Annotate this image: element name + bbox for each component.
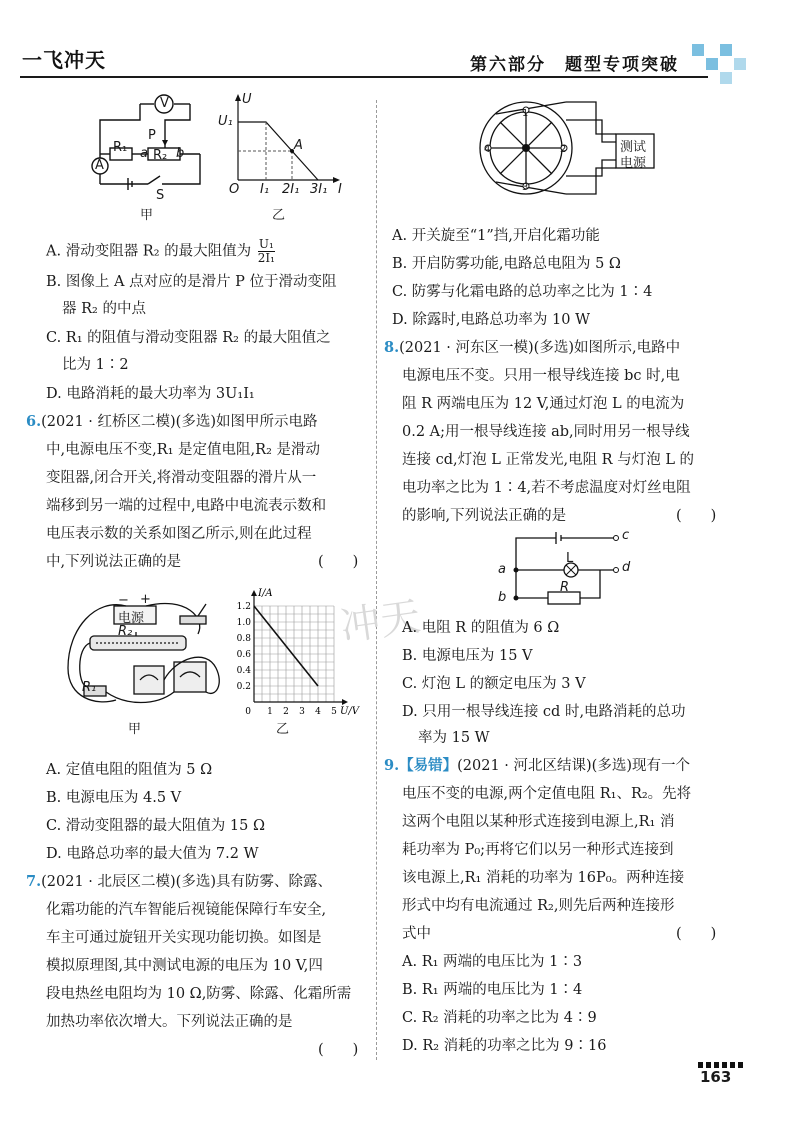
watermark: 冲天 (337, 593, 424, 651)
q8-option-d-line2: 率为 15 W (418, 730, 490, 746)
chart-y-tick-label: 0.6 (236, 650, 251, 660)
q6-stem-line6: 中,下列说法正确的是 (46, 554, 182, 570)
q5-b-label: b (176, 146, 185, 161)
q5-ammeter-label: A (95, 158, 104, 173)
chart-y-axis-label: I/A (258, 588, 273, 599)
q7-option-a: A. 开关旋至“1”挡,开启化霜功能 (392, 228, 600, 244)
q7-stem-line5: 段电热丝电阻均为 10 Ω,防雾、除露、化霜所需 (46, 986, 352, 1002)
q7-stem-line4: 模拟原理图,其中测试电源的电压为 10 V,四 (46, 958, 323, 974)
q9-option-b: B. R₁ 两端的电压比为 1∶4 (402, 982, 583, 998)
chart-y-tick-label: 1.2 (236, 602, 251, 612)
q5-graph-x-tick-1: I₁ (260, 182, 270, 197)
q5-graph-x-tick-2: 2I₁ (282, 182, 300, 197)
q8-stem-line4: 0.2 A;用一根导线连接 ab,同时用另一根导线 (402, 424, 690, 440)
q9-stem-line1: 9.【易错】(2021 · 河北区结课)(多选)现有一个 (384, 757, 690, 774)
q7-number: 7. (26, 873, 42, 890)
q6-power-source-label: 电源 (118, 611, 145, 626)
q5-ui-graph (226, 92, 346, 192)
q6-option-d: D. 电路总功率的最大值为 7.2 W (46, 846, 259, 862)
q7-test-source-label-1: 测试 (620, 140, 647, 155)
q6-stem-line5: 电压表示数的关系如图乙所示,则在此过程 (46, 526, 312, 542)
q6-plus-label: + (140, 592, 151, 607)
q6-stem-line1: 6.(2021 · 红桥区二模)(多选)如图甲所示电路 (26, 413, 318, 430)
q8-option-d-line1: D. 只用一根导线连接 cd 时,电路消耗的总功 (402, 704, 686, 720)
q9-option-d: D. R₂ 消耗的功率之比为 9∶16 (402, 1038, 607, 1054)
q7-position-4: 4 (484, 144, 491, 155)
q5-circuit-caption: 甲 (140, 208, 154, 223)
q5-option-a-denominator: 2I₁ (257, 251, 275, 265)
chart-y-tick-label: 0.2 (236, 682, 251, 692)
q5-option-d: D. 电路消耗的最大功率为 3U₁I₁ (46, 386, 255, 402)
chart-y-tick-label: 0.8 (236, 634, 251, 644)
q7-option-b: B. 开启防雾功能,电路总电阻为 5 Ω (392, 256, 621, 272)
q7-option-c: C. 防雾与化霜电路的总功率之比为 1∶4 (392, 284, 653, 300)
chart-x-tick-label: 2 (283, 707, 289, 717)
q6-stem-line2: 中,电源电压不变,R₁ 是定值电阻,R₂ 是滑动 (46, 442, 321, 458)
chart-x-axis-arrow (342, 699, 348, 705)
q9-stem-line4: 耗功率为 P₀;再将它们以另一种形式连接到 (402, 842, 674, 858)
q7-position-3: 3 (522, 182, 529, 193)
q7-stem-line1: 7.(2021 · 北辰区二模)(多选)具有防雾、除露、 (26, 873, 332, 890)
q7-test-source-label-2: 电源 (620, 156, 647, 171)
chart-x-tick-label: 1 (267, 707, 273, 717)
q8-stem-line5: 连接 cd,灯泡 L 正常发光,电阻 R 与灯泡 L 的 (402, 452, 695, 468)
q5-option-a: A. 滑动变阻器 R₂ 的最大阻值为 $\frac{\text{U₁}}{\text{2I₁}}$ (46, 237, 275, 265)
q9-option-c: C. R₂ 消耗的功率之比为 4∶9 (402, 1010, 597, 1026)
q5-option-b-line2: 器 R₂ 的中点 (62, 301, 146, 317)
q5-a-label: a (140, 146, 148, 161)
q5-r1-label: R₁ (113, 140, 128, 155)
q9-option-a: A. R₁ 两端的电压比为 1∶3 (402, 954, 583, 970)
chart-x-axis-label: U/V (340, 706, 360, 717)
section-title: 第六部分 题型专项突破 (470, 55, 679, 75)
q9-answer-paren: ( ) (676, 926, 717, 942)
q5-graph-x-tick-3: 3I₁ (310, 182, 328, 197)
q8-lamp-label: L (566, 551, 574, 566)
q8-terminal-a: a (498, 562, 506, 577)
q9-stem-line7: 式中 (402, 926, 431, 942)
q6-chart-caption: 乙 (276, 722, 290, 737)
q7-stem-line2: 化霜功能的汽车智能后视镜能保障行车安全, (46, 902, 327, 918)
q8-terminal-d: d (622, 560, 631, 575)
q5-graph-y-tick: U₁ (218, 114, 233, 129)
q8-terminal-c: c (622, 528, 630, 543)
q8-stem-line1: 8.(2021 · 河东区一模)(多选)如图所示,电路中 (384, 339, 681, 356)
q9-error-prone-tag: 【易错】 (399, 757, 458, 774)
q6-number: 6. (26, 413, 42, 430)
chart-x-tick-label: 5 (331, 707, 337, 717)
q8-option-a: A. 电阻 R 的阻值为 6 Ω (402, 620, 560, 636)
q5-graph-origin: O (229, 182, 240, 197)
q8-option-c: C. 灯泡 L 的额定电压为 3 V (402, 676, 586, 692)
q8-answer-paren: ( ) (676, 508, 717, 524)
q5-r2-label: R₂ (153, 148, 168, 163)
q8-option-b: B. 电源电压为 15 V (402, 648, 533, 664)
q9-number: 9. (384, 757, 400, 774)
q6-stem-line3: 变阻器,闭合开关,将滑动变阻器的滑片从一 (46, 470, 317, 486)
q6-answer-paren: ( ) (318, 554, 359, 570)
chart-origin-label: 0 (245, 707, 251, 717)
chart-x-tick-label: 4 (315, 707, 321, 717)
column-divider (376, 100, 377, 1060)
q7-position-2: 2 (560, 144, 567, 155)
q8-number: 8. (384, 339, 400, 356)
q5-option-c-line1: C. R₁ 的阻值与滑动变阻器 R₂ 的最大阻值之 (46, 330, 331, 346)
q6-option-c: C. 滑动变阻器的最大阻值为 15 Ω (46, 818, 265, 834)
q8-terminal-b: b (498, 590, 507, 605)
q5-voltmeter-label: V (160, 96, 169, 111)
q5-graph-caption: 乙 (272, 208, 286, 223)
q5-option-b-line1: B. 图像上 A 点对应的是滑片 P 位于滑动变阻 (46, 274, 337, 290)
q6-r1-label: R₁ (82, 680, 97, 695)
q9-stem-line5: 该电源上,R₁ 消耗的功率为 16P₀。两种连接 (402, 870, 685, 886)
q6-option-b: B. 电源电压为 4.5 V (46, 790, 182, 806)
q5-graph-y-axis: U (242, 92, 252, 107)
q7-position-1: 1 (522, 108, 529, 119)
q5-option-a-numerator: U₁ (258, 237, 274, 251)
q9-stem-line2: 电压不变的电源,两个定值电阻 R₁、R₂。先将 (402, 786, 692, 802)
q8-resistor-label: R (560, 580, 570, 595)
q8-stem-line3: 阻 R 两端电压为 12 V,通过灯泡 L 的电流为 (402, 396, 685, 412)
q8-circuit-diagram (508, 528, 631, 608)
q6-minus-label: − (118, 593, 129, 608)
page-number: 163 (700, 1068, 732, 1086)
q7-option-d: D. 除露时,电路总功率为 10 W (392, 312, 591, 328)
q5-graph-point-a: A (294, 138, 303, 153)
q9-stem-line3: 这两个电阻以某种形式连接到电源上,R₁ 消 (402, 814, 675, 830)
q7-answer-paren: ( ) (318, 1042, 359, 1058)
q9-stem-line6: 形式中均有电流通过 R₂,则先后两种连接形 (402, 898, 675, 914)
q7-stem-line3: 车主可通过旋钮开关实现功能切换。如图是 (46, 930, 322, 946)
q6-option-a: A. 定值电阻的阻值为 5 Ω (46, 762, 213, 778)
q5-graph-x-axis: I (338, 182, 342, 197)
chart-y-tick-label: 1.0 (236, 618, 251, 628)
q5-switch-label: S (156, 188, 165, 203)
q5-option-c-line2: 比为 1∶2 (62, 357, 129, 373)
q8-stem-line2: 电源电压不变。只用一根导线连接 bc 时,电 (402, 368, 680, 384)
q6-apparatus-caption: 甲 (128, 722, 142, 737)
q8-stem-line6: 电功率之比为 1∶4,若不考虑温度对灯丝电阻 (402, 480, 691, 496)
q6-stem-line4: 端移到另一端的过程中,电路中电流表示数和 (46, 498, 327, 514)
q6-r2-label: R₂ (118, 624, 133, 639)
chart-x-tick-label: 3 (299, 707, 305, 717)
q7-stem-line6: 加热功率依次增大。下列说法正确的是 (46, 1014, 293, 1030)
q5-slider-label: P (148, 128, 156, 143)
chart-y-axis-arrow (251, 590, 257, 596)
q6-iu-chart (226, 588, 360, 720)
q8-stem-line7: 的影响,下列说法正确的是 (402, 508, 567, 524)
brand-logo: 一飞冲天 (22, 48, 106, 72)
header-rule (20, 76, 708, 78)
chart-y-tick-label: 0.4 (236, 666, 251, 676)
